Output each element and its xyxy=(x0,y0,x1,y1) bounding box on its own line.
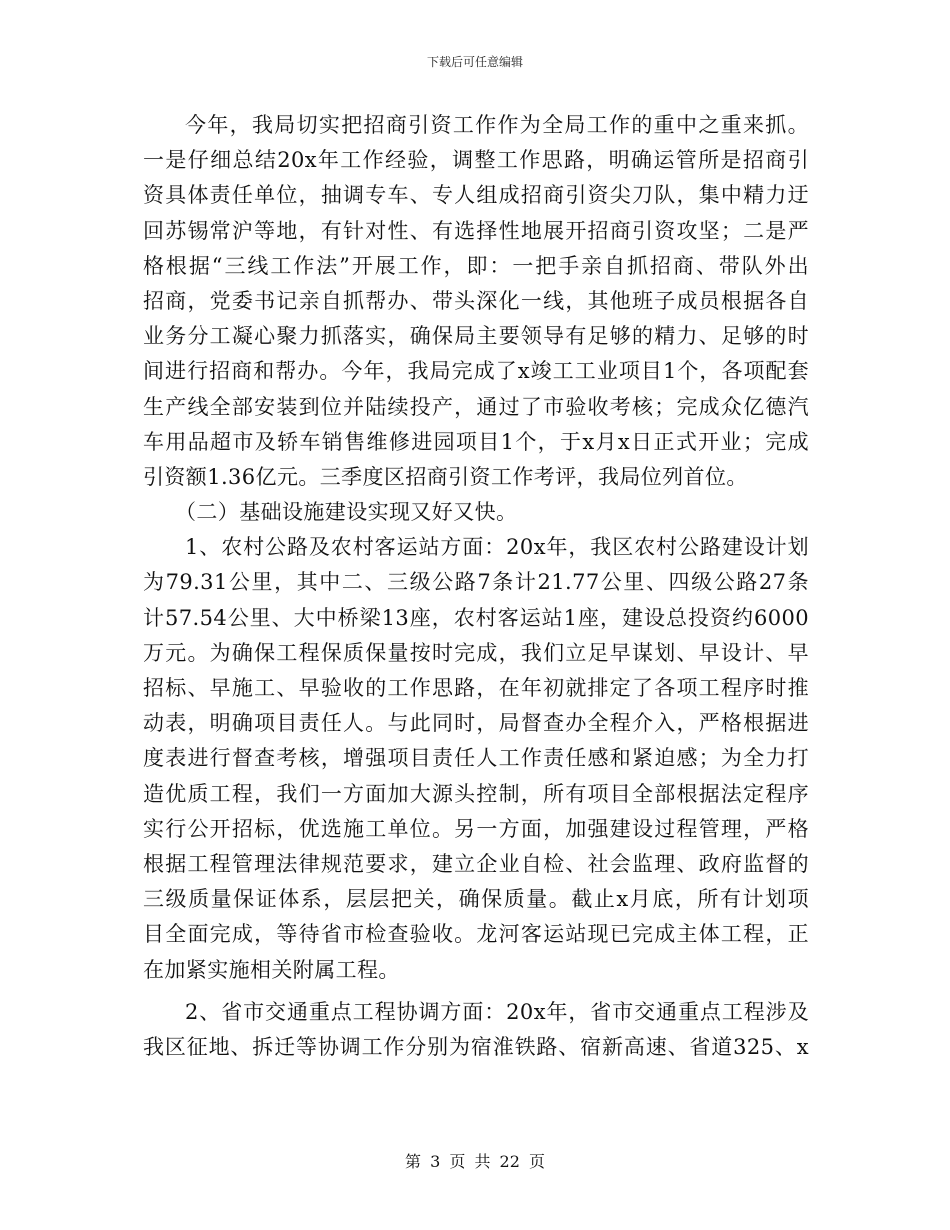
paragraph-line: 业务分工凝心聚力抓落实，确保局主要领导有足够的精力、足够的时 xyxy=(143,324,809,349)
paragraph-line: 三级质量保证体系，层层把关，确保质量。截止x月底，所有计划项 xyxy=(143,887,809,912)
paragraph-line: 根据工程管理法律规范要求，建立企业自检、社会监理、政府监督的 xyxy=(143,851,809,876)
paragraph-line: 目全面完成，等待省市检查验收。龙河客运站现已完成主体工程，正 xyxy=(143,922,809,947)
paragraph-line: 招标、早施工、早验收的工作思路，在年初就排定了各项工程序时推 xyxy=(143,676,809,700)
section-heading: （二）基础设施建设实现又好又快。 xyxy=(175,500,518,525)
paragraph-line: 引资额1.36亿元。三季度区招商引资工作考评，我局位列首位。 xyxy=(143,464,748,489)
paragraph-line: 一是仔细总结20x年工作经验，调整工作思路，明确运管所是招商引 xyxy=(143,148,809,173)
paragraph-line: 万元。为确保工程保质保量按时完成，我们立足早谋划、早设计、早 xyxy=(143,640,809,665)
paragraph-line: 度表进行督查考核，增强项目责任人工作责任感和紧迫感；为全力打 xyxy=(143,746,809,771)
paragraph-line: 实行公开招标，优选施工单位。另一方面，加强建设过程管理，严格 xyxy=(143,816,809,841)
paragraph-line: 计57.54公里、大中桥梁13座，农村客运站1座，建设总投资约6000 xyxy=(143,605,809,630)
paragraph-line: 动表，明确项目责任人。与此同时，局督查办全程介入，严格根据进 xyxy=(143,711,809,736)
paragraph-line: 生产线全部安装到位并陆续投产，通过了市验收考核；完成众亿德汽 xyxy=(143,394,809,419)
paragraph-line: 间进行招商和帮办。今年，我局完成了x竣工工业项目1个，各项配套 xyxy=(143,359,809,384)
paragraph-line: 今年，我局切实把招商引资工作作为全局工作的重中之重来抓。 xyxy=(185,113,809,137)
page-number-footer: 第 3 页 共 22 页 xyxy=(405,1152,545,1171)
paragraph-line: 造优质工程，我们一方面加大源头控制，所有项目全部根据法定程序 xyxy=(143,781,809,806)
document-body xyxy=(143,108,809,1065)
paragraph-line: 1、农村公路及农村客运站方面：20x年，我区农村公路建设计划 xyxy=(185,535,809,560)
paragraph-line: 在加紧实施相关附属工程。 xyxy=(143,957,400,982)
paragraph-line: 为79.31公里，其中二、三级公路7条计21.77公里、四级公路27条 xyxy=(143,570,809,595)
paragraph-line: 格根据“三线工作法”开展工作，即：一把手亲自抓招商、带队外出 xyxy=(143,253,809,278)
paragraph-line: 我区征地、拆迁等协调工作分别为宿淮铁路、宿新高速、省道325、x xyxy=(143,1034,809,1059)
paragraph-line: 资具体责任单位，抽调专车、专人组成招商引资尖刀队，集中精力迂 xyxy=(143,183,809,208)
paragraph-line: 招商，党委书记亲自抓帮办、带头深化一线，其他班子成员根据各自 xyxy=(143,288,809,313)
page-header-note: 下载后可任意编辑 xyxy=(426,55,523,69)
paragraph-line: 回苏锡常沪等地，有针对性、有选择性地展开招商引资攻坚；二是严 xyxy=(143,218,809,243)
paragraph-line: 车用品超市及轿车销售维修进园项目1个，于x月x日正式开业；完成 xyxy=(143,429,809,454)
paragraph-line: 2、省市交通重点工程协调方面：20x年，省市交通重点工程涉及 xyxy=(185,999,809,1024)
